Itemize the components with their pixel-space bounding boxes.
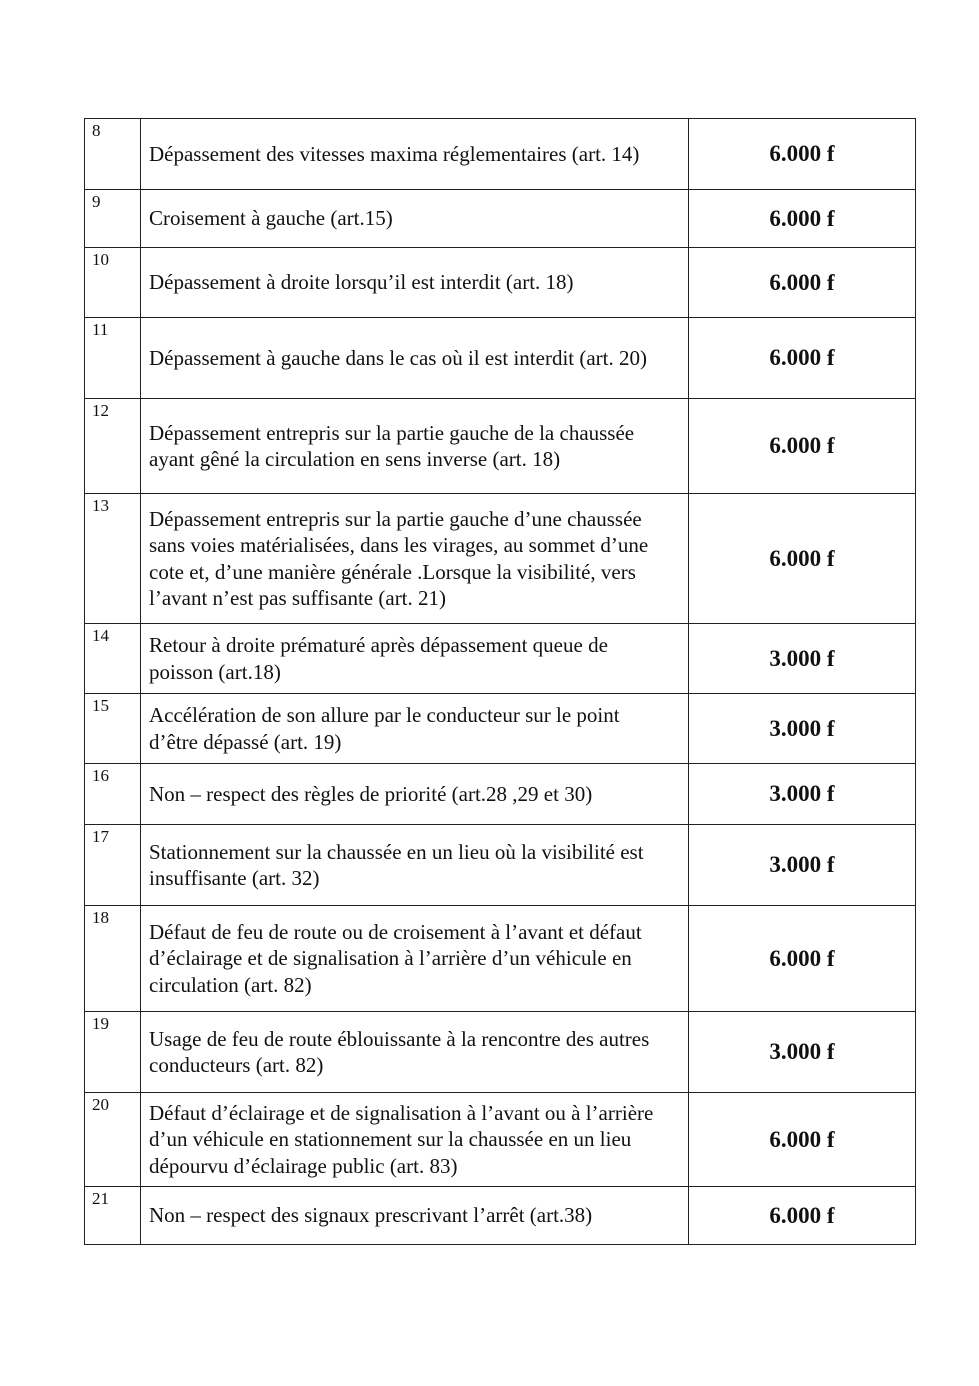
fine-amount: 3.000 f xyxy=(689,825,916,906)
row-number: 21 xyxy=(85,1187,141,1245)
offense-description: Défaut de feu de route ou de croisement à l’avant et défaut d’éclairage et de signalisation à l’arrière d’un véhicule en circulation (art. 82) xyxy=(141,906,689,1012)
row-number: 16 xyxy=(85,764,141,825)
fine-amount: 3.000 f xyxy=(689,624,916,694)
fine-amount: 6.000 f xyxy=(689,1187,916,1245)
fine-amount: 3.000 f xyxy=(689,1012,916,1093)
row-number: 11 xyxy=(85,318,141,399)
offense-description: Accélération de son allure par le conducteur sur le point d’être dépassé (art. 19) xyxy=(141,694,689,764)
table-row xyxy=(85,624,916,694)
row-number: 19 xyxy=(85,1012,141,1093)
table-row xyxy=(85,399,916,494)
offense-description: Usage de feu de route éblouissante à la rencontre des autres conducteurs (art. 82) xyxy=(141,1012,689,1093)
fine-amount: 6.000 f xyxy=(689,248,916,318)
offense-description: Retour à droite prématuré après dépassement queue de poisson (art.18) xyxy=(141,624,689,694)
table-row xyxy=(85,318,916,399)
row-number: 8 xyxy=(85,119,141,190)
table-row xyxy=(85,825,916,906)
table-row xyxy=(85,764,916,825)
table-row xyxy=(85,1093,916,1187)
fine-amount: 6.000 f xyxy=(689,906,916,1012)
table-row xyxy=(85,248,916,318)
row-number: 17 xyxy=(85,825,141,906)
table-row xyxy=(85,1187,916,1245)
offense-description: Non – respect des règles de priorité (art.28 ,29 et 30) xyxy=(141,764,689,825)
offense-description: Dépassement des vitesses maxima réglementaires (art. 14) xyxy=(141,119,689,190)
table-row xyxy=(85,694,916,764)
row-number: 13 xyxy=(85,494,141,624)
offense-description: Dépassement à droite lorsqu’il est interdit (art. 18) xyxy=(141,248,689,318)
row-number: 9 xyxy=(85,190,141,248)
offense-description: Non – respect des signaux prescrivant l’arrêt (art.38) xyxy=(141,1187,689,1245)
row-number: 10 xyxy=(85,248,141,318)
table-row xyxy=(85,190,916,248)
table-row xyxy=(85,119,916,190)
fine-amount: 6.000 f xyxy=(689,1093,916,1187)
fine-amount: 6.000 f xyxy=(689,318,916,399)
fine-amount: 6.000 f xyxy=(689,399,916,494)
offense-description: Défaut d’éclairage et de signalisation à l’avant ou à l’arrière d’un véhicule en stationnement sur la chaussée en un lieu dépourvu d’éclairage public (art. 83) xyxy=(141,1093,689,1187)
row-number: 12 xyxy=(85,399,141,494)
table-row xyxy=(85,494,916,624)
table-row xyxy=(85,1012,916,1093)
fines-table xyxy=(84,118,916,1245)
row-number: 18 xyxy=(85,906,141,1012)
row-number: 14 xyxy=(85,624,141,694)
row-number: 20 xyxy=(85,1093,141,1187)
fine-amount: 3.000 f xyxy=(689,764,916,825)
offense-description: Dépassement à gauche dans le cas où il est interdit (art. 20) xyxy=(141,318,689,399)
table-row xyxy=(85,906,916,1012)
row-number: 15 xyxy=(85,694,141,764)
fine-amount: 6.000 f xyxy=(689,190,916,248)
offense-description: Dépassement entrepris sur la partie gauche de la chaussée ayant gêné la circulation en sens inverse (art. 18) xyxy=(141,399,689,494)
fine-amount: 6.000 f xyxy=(689,494,916,624)
offense-description: Croisement à gauche (art.15) xyxy=(141,190,689,248)
offense-description: Stationnement sur la chaussée en un lieu où la visibilité est insuffisante (art. 32) xyxy=(141,825,689,906)
offense-description: Dépassement entrepris sur la partie gauche d’une chaussée sans voies matérialisées, dans les virages, au sommet d’une cote et, d’une manière générale .Lorsque la visibilité, vers l’avant n’est pas suffisante (art. 21) xyxy=(141,494,689,624)
fine-amount: 3.000 f xyxy=(689,694,916,764)
fine-amount: 6.000 f xyxy=(689,119,916,190)
